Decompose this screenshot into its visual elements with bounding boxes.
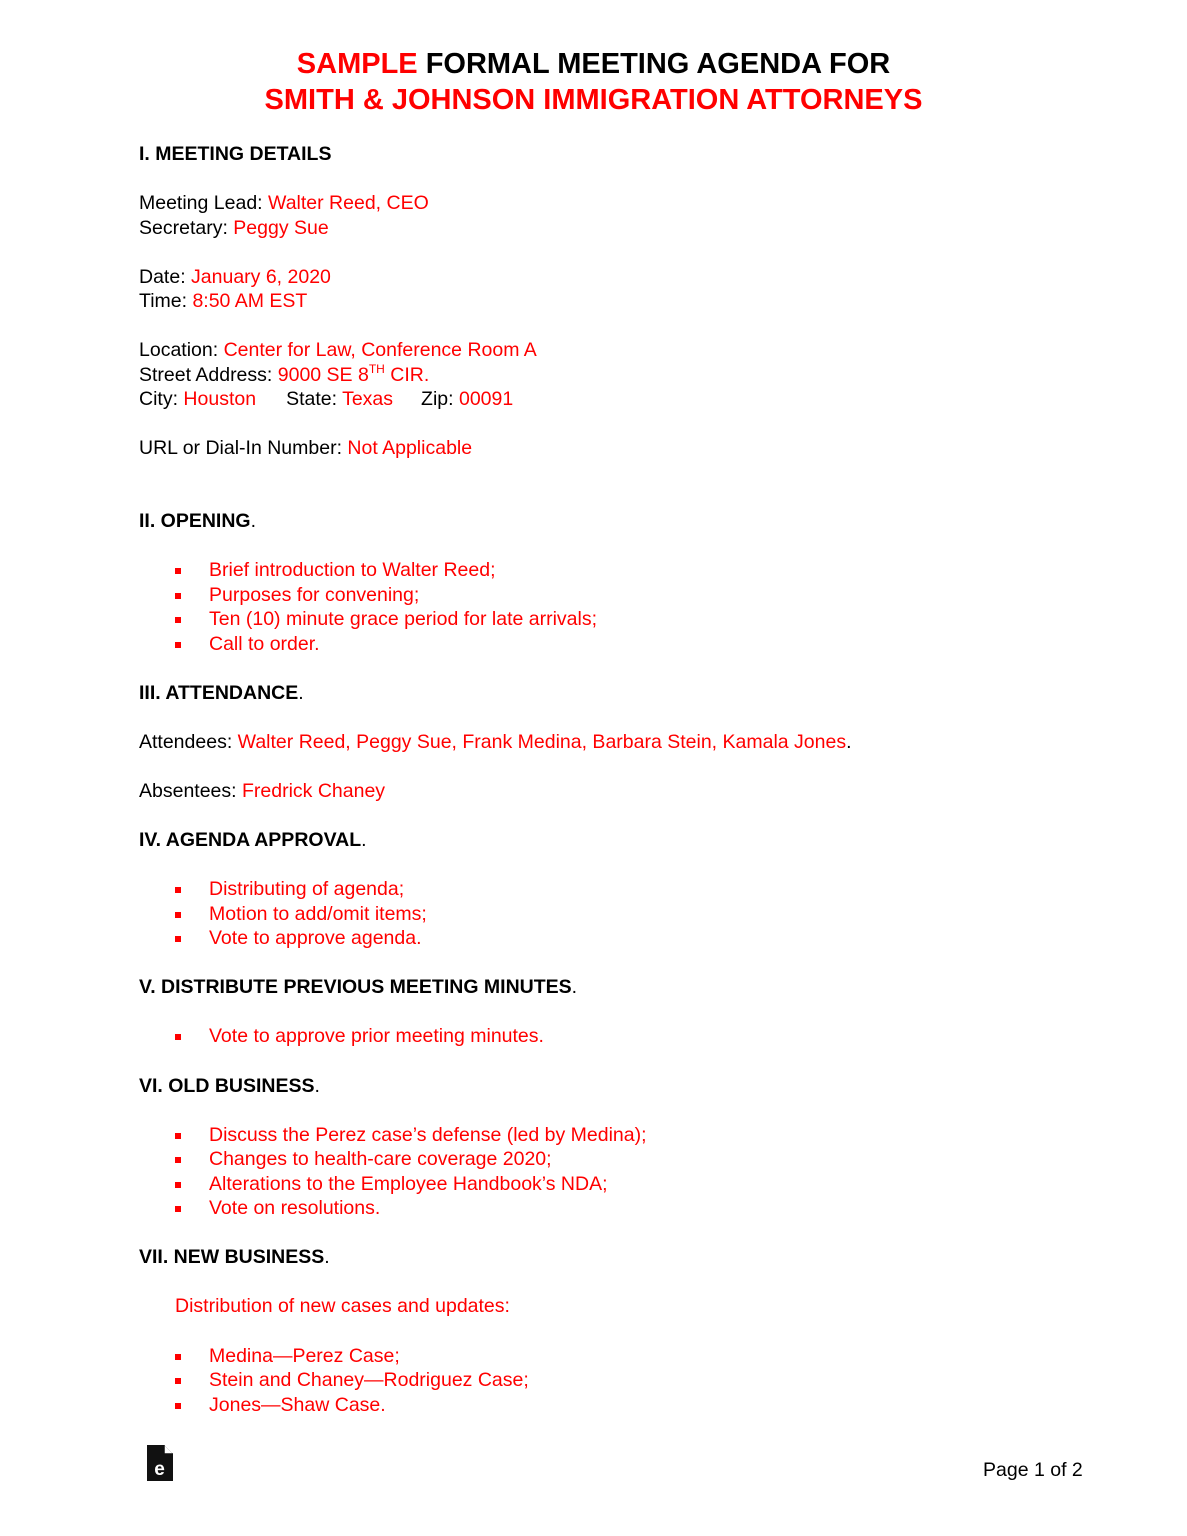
attendance-heading-text: III. ATTENDANCE [139,682,299,704]
old-business-item-text: Changes to health-care coverage 2020; [209,1148,552,1170]
agenda-approval-heading-text: IV. AGENDA APPROVAL [139,829,362,851]
secretary-label: Secretary: [139,217,234,239]
bullet-square-icon [175,1133,181,1139]
previous-minutes-item-text: Vote to approve prior meeting minutes. [209,1025,544,1047]
state-label: State: [286,388,343,410]
opening-item-text: Brief introduction to Walter Reed; [209,559,496,581]
absentees-row [139,779,385,804]
location-row [139,338,537,363]
bullet-square-icon [175,936,181,942]
new-business-item-text: Stein and Chaney—Rodriguez Case; [209,1369,529,1391]
time-label: Time: [139,290,193,312]
bullet-square-icon [175,1354,181,1360]
agenda-approval-heading-period: . [361,829,367,851]
opening-item-text: Purposes for convening; [209,584,420,606]
attendees-row [139,730,852,755]
absentees-label: Absentees: [139,780,242,802]
previous-minutes-heading-period: . [571,976,578,998]
city-label: City: [139,388,184,410]
absentees-value: Fredrick Chaney [241,780,386,802]
new-business-item-text: Jones—Shaw Case. [209,1394,386,1416]
location-label: Location: [139,339,224,361]
section-heading-previous-minutes [139,975,577,1000]
title-sample-word: SAMPLE [296,48,418,80]
street-address-value [278,364,430,386]
date-label: Date: [139,266,192,288]
street-number: 9000 SE 8 [277,364,369,386]
attendees-label: Attendees: [139,731,238,753]
street-ordinal-suffix: TH [368,362,385,376]
section-heading-agenda-approval [139,828,367,853]
attendees-period: . [846,731,852,753]
date-value: January 6, 2020 [191,266,331,288]
section-heading-old-business [139,1074,320,1099]
old-business-heading-period: . [314,1075,320,1097]
document-title-line-2: SMITH & JOHNSON IMMIGRATION ATTORNEYS [264,84,923,116]
old-business-heading-text: VI. OLD BUSINESS [139,1075,315,1097]
url-dial-in-value: Not Applicable [347,437,473,459]
state-value: Texas [342,388,394,410]
page-number: Page 1 of 2 [983,1459,1083,1481]
old-business-item-text: Discuss the Perez case’s defense (led by Medina); [209,1124,647,1146]
old-business-item-text: Alterations to the Employee Handbook’s NDA; [209,1173,608,1195]
meeting-lead-row [139,191,429,216]
date-row [139,265,331,290]
title-main-text: FORMAL MEETING AGENDA FOR [425,48,891,80]
opening-heading-period: . [250,510,257,532]
bullet-square-icon [175,1206,181,1212]
section-heading-new-business [139,1245,330,1270]
agenda-approval-item-text: Vote to approve agenda. [209,927,422,949]
document-title-line-1 [0,46,1187,82]
city-value: Houston [183,388,257,410]
meeting-lead-value: Walter Reed, CEO [268,192,429,214]
agenda-approval-item-text: Motion to add/omit items; [209,903,427,925]
new-business-item-text: Medina—Perez Case; [209,1345,400,1367]
secretary-value: Peggy Sue [233,217,329,239]
new-business-intro: Distribution of new cases and updates: [175,1295,510,1317]
eforms-logo-icon [146,1444,174,1482]
new-business-heading-text: VII. NEW BUSINESS [139,1246,325,1268]
new-business-heading-period: . [324,1246,330,1268]
section-heading-opening [139,509,256,534]
section-heading-meeting-details: I. MEETING DETAILS [139,143,332,165]
attendees-value: Walter Reed, Peggy Sue, Frank Medina, Barbara Stein, Kamala Jones [237,731,847,753]
bullet-square-icon [175,1157,181,1163]
opening-item-text: Ten (10) minute grace period for late arrivals; [209,608,598,630]
opening-heading-text: II. OPENING [139,510,251,532]
time-value: 8:50 AM EST [192,290,308,312]
bullet-square-icon [175,642,181,648]
city-state-zip-row [139,387,513,412]
time-row [139,289,307,314]
old-business-item-text: Vote on resolutions. [209,1197,381,1219]
bullet-square-icon [175,593,181,599]
logo-letter: e [154,1459,165,1480]
zip-value: 00091 [458,388,514,410]
zip-label: Zip: [421,388,459,410]
street-address-label: Street Address: [139,364,278,386]
bullet-square-icon [175,1378,181,1384]
url-dial-in-label: URL or Dial-In Number: [139,437,348,459]
meeting-lead-label: Meeting Lead: [139,192,269,214]
location-value: Center for Law, Conference Room A [223,339,537,361]
previous-minutes-heading-text: V. DISTRIBUTE PREVIOUS MEETING MINUTES [139,976,572,998]
street-address-row [139,363,429,388]
attendance-heading-period: . [298,682,304,704]
bullet-square-icon [175,912,181,918]
bullet-square-icon [175,887,181,893]
bullet-square-icon [175,1403,181,1409]
bullet-square-icon [175,617,181,623]
street-suffix: CIR. [384,364,430,386]
bullet-square-icon [175,1182,181,1188]
opening-item-text: Call to order. [209,633,320,655]
secretary-row [139,216,329,241]
bullet-square-icon [175,1034,181,1040]
agenda-approval-item-text: Distributing of agenda; [209,878,405,900]
bullet-square-icon [175,568,181,574]
section-heading-attendance [139,681,304,706]
url-dial-in-row [139,436,472,461]
